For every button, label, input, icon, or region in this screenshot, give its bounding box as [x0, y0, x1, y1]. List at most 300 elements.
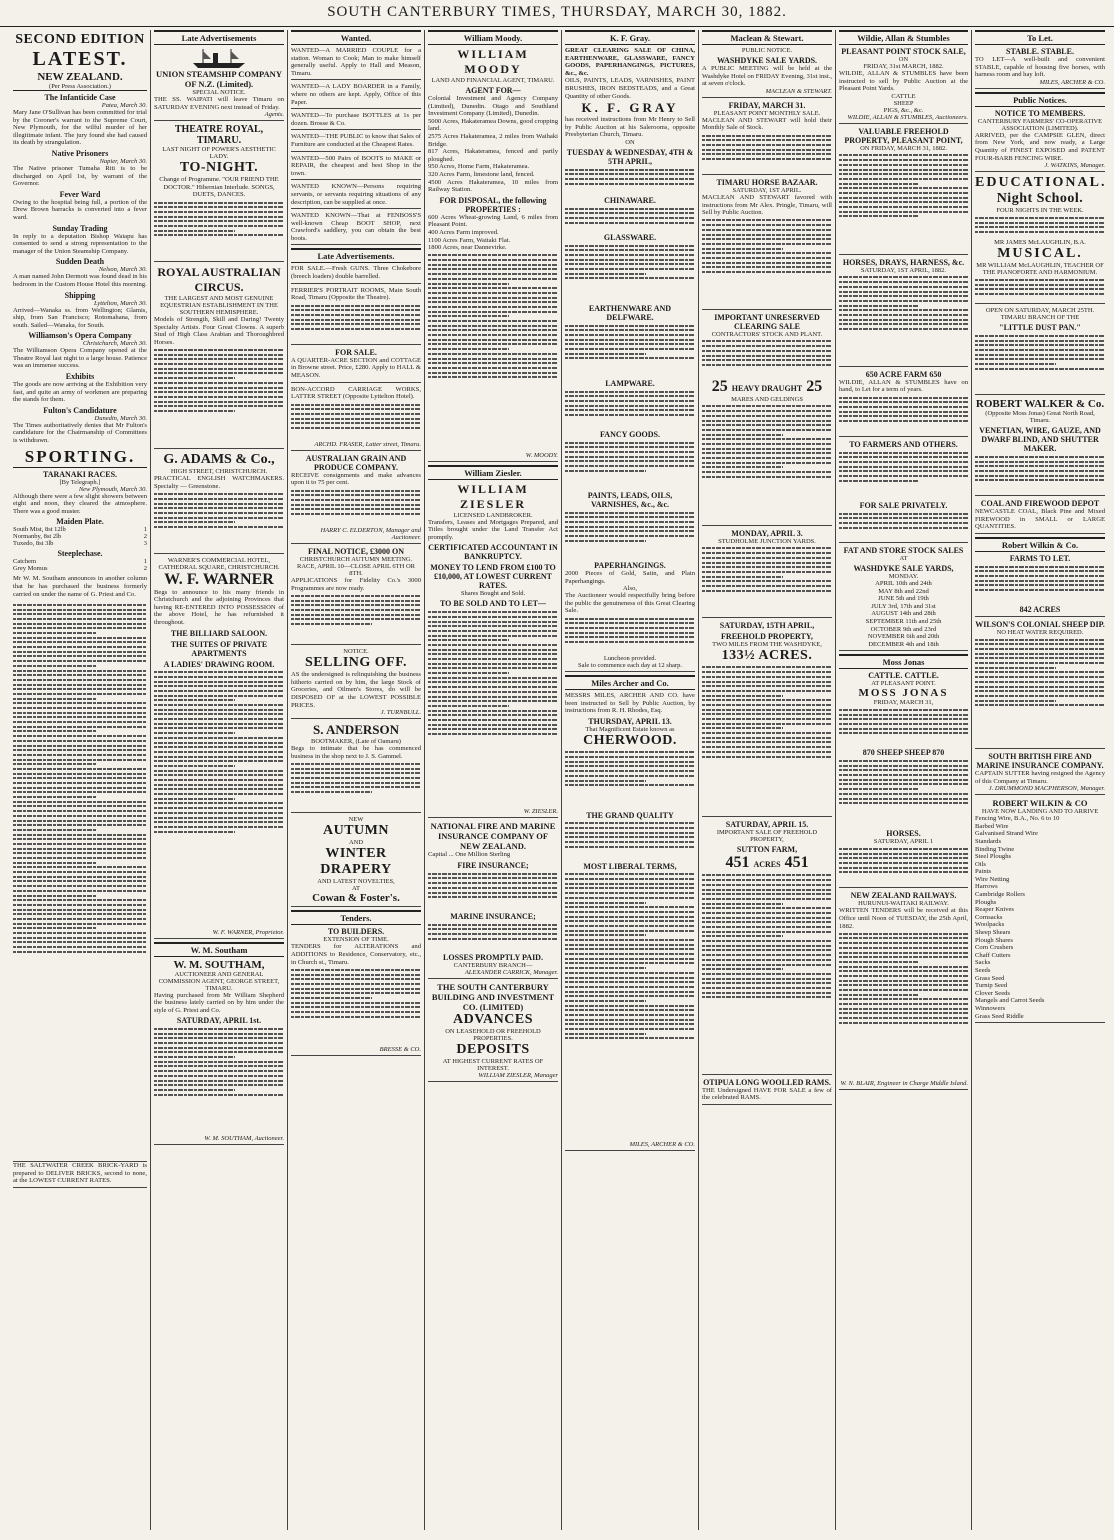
print-texture	[702, 666, 832, 668]
print-texture	[839, 206, 968, 208]
print-texture	[839, 933, 968, 935]
print-texture	[839, 966, 968, 968]
print-texture	[291, 513, 421, 515]
print-texture	[291, 404, 421, 406]
disposal-list	[428, 214, 558, 252]
print-texture	[702, 884, 832, 886]
print-texture	[839, 984, 968, 986]
print-texture	[565, 883, 695, 885]
moss-body-2	[839, 757, 968, 827]
print-texture	[428, 329, 558, 331]
maclean-header: Maclean & Stewart.	[702, 30, 832, 45]
print-texture	[565, 780, 646, 782]
farm-ad	[839, 370, 968, 437]
print-texture	[291, 604, 421, 606]
horse-bazaar-ad	[702, 178, 832, 310]
print-texture	[291, 508, 421, 510]
print-texture	[565, 400, 695, 402]
print-texture	[154, 699, 235, 701]
goods-item: Harrows	[975, 883, 998, 891]
print-texture	[565, 173, 695, 175]
print-texture	[702, 248, 783, 250]
venetian-label: VENETIAN, WIRE, GAUZE, AND DWARF BLIND, AND SHUTTER MAKER.	[979, 426, 1101, 454]
print-texture	[839, 718, 968, 720]
selling-ad	[291, 648, 421, 719]
race-horse: Catchem	[13, 558, 37, 566]
print-texture	[839, 867, 968, 869]
special-notice: SPECIAL NOTICE.	[192, 89, 246, 96]
print-texture	[565, 348, 695, 350]
print-texture	[13, 698, 96, 700]
carriage-ad	[291, 386, 421, 451]
print-texture	[13, 923, 147, 925]
mares-label: MARES AND GELDINGS	[731, 395, 803, 403]
marine-label: MARINE INSURANCE;	[450, 912, 536, 922]
fatstock-ad	[839, 546, 968, 651]
print-texture	[154, 756, 284, 758]
pps-title: PLEASANT POINT STOCK SALE,	[841, 47, 966, 56]
warner-title: W. F. WARNER	[164, 570, 274, 588]
fire-body	[428, 870, 558, 910]
tenders-header: Tenders.	[291, 910, 421, 925]
print-texture	[154, 742, 284, 744]
print-texture	[839, 980, 968, 982]
print-texture	[291, 305, 421, 307]
column-gray	[562, 30, 699, 1530]
wilkin-goods-sub: HAVE NOW LANDING AND TO ARRIVE	[981, 808, 1099, 816]
china-body	[565, 205, 695, 231]
print-texture	[565, 991, 695, 993]
race-intro: Although there were a few slight showers between eight and noon, they cleared the atmosphere. There was a good muster.	[13, 492, 147, 515]
print-texture	[702, 590, 832, 592]
print-texture	[154, 671, 284, 673]
print-texture	[839, 961, 919, 963]
print-texture	[702, 438, 832, 440]
glassware-label: GLASSWARE.	[603, 232, 657, 242]
print-texture	[13, 660, 147, 662]
print-texture	[154, 807, 284, 809]
print-texture	[428, 644, 558, 646]
moss-title: MOSS JONAS	[858, 687, 949, 700]
print-texture	[154, 774, 284, 776]
clearing-title: IMPORTANT UNRESERVED CLEARING SALE	[714, 312, 820, 331]
southam-sub: AUCTIONEER AND GENERAL COMMISSION AGENT, GEORGE STREET, TIMARU.	[158, 970, 280, 992]
goods-item: Barbed Wire	[975, 822, 1009, 830]
print-texture	[154, 770, 284, 772]
print-texture	[428, 367, 558, 369]
print-texture	[154, 1089, 235, 1091]
stable-title: STABLE. STABLE.	[1006, 47, 1074, 56]
southam-note: Mr W. M. Southam announces in another column that he has purchased the business formerly carried on under the name of G. Priest and Co.	[13, 575, 147, 598]
grand-quality: THE GRAND QUALITY	[586, 810, 674, 820]
print-texture	[565, 920, 695, 922]
print-texture	[565, 827, 695, 829]
forsale-ad	[291, 348, 421, 383]
print-texture	[839, 169, 968, 171]
disposal-title: FOR DISPOSAL, the following PROPERTIES :	[439, 195, 547, 214]
print-texture	[702, 443, 832, 445]
print-texture	[13, 679, 147, 681]
print-texture	[565, 995, 695, 997]
print-texture	[428, 376, 558, 378]
private-title: FOR SALE PRIVATELY.	[859, 500, 948, 510]
print-texture	[702, 271, 832, 273]
news-body-text	[13, 601, 147, 1161]
ferrier-body	[291, 302, 421, 342]
carrick-signature: ALEXANDER CARRICK, Manager.	[464, 969, 558, 977]
paper-text: 2000 Pieces of Gold, Satin, and Plain Paperhangings.	[565, 569, 695, 585]
print-texture	[291, 413, 421, 415]
print-texture	[702, 931, 832, 933]
building-signature: WILLIAM ZIESLER, Manager	[478, 1072, 558, 1080]
races-text: APPLICATIONS for Fidelity Co.'s 3000 Programmes are now ready.	[291, 577, 421, 592]
print-texture	[565, 470, 646, 472]
farmers-assoc: CANTERBURY FARMERS' CO-OPERATIVE ASSOCIATION (LIMITED).	[977, 117, 1103, 132]
fancy-body	[565, 439, 695, 489]
print-texture	[13, 754, 147, 756]
print-texture	[975, 690, 1105, 692]
print-texture	[154, 498, 284, 500]
educational-title: EDUCATIONAL.	[975, 175, 1107, 191]
print-texture	[428, 635, 558, 637]
canterbury-branch: CANTERBURY BRANCH—	[453, 962, 533, 970]
print-texture	[154, 737, 284, 739]
print-texture	[702, 139, 832, 141]
forsale-title: FOR SALE.	[335, 347, 377, 357]
print-texture	[291, 623, 372, 625]
print-texture	[839, 300, 968, 302]
selling-signature: J. TURNBULL.	[380, 709, 421, 717]
southam-ad	[154, 959, 284, 1146]
print-texture	[702, 732, 832, 734]
union-ad	[154, 47, 284, 121]
goods-item: Corn Crushers	[975, 944, 1014, 952]
acres-count-right: 451	[784, 853, 809, 871]
drapery-shop: Cowan & Foster's.	[312, 892, 400, 905]
goods-item: Paints	[975, 868, 992, 876]
anderson-body	[291, 760, 421, 810]
print-texture	[154, 354, 284, 356]
print-texture	[702, 723, 832, 725]
print-texture	[154, 821, 284, 823]
walker-body	[975, 453, 1105, 493]
dustpan-body	[975, 332, 1105, 392]
print-texture	[839, 397, 968, 399]
horse-bazaar-title: TIMARU HORSE BAZAAR.	[716, 177, 818, 187]
coal-ad	[975, 499, 1105, 534]
print-texture	[565, 765, 695, 767]
goods-item: Steel Ploughs	[975, 853, 1012, 861]
freehold-title: FREEHOLD PROPERTY,	[721, 631, 813, 641]
print-texture	[975, 475, 1105, 477]
tenders-body	[291, 966, 421, 1046]
miles-signature: MILES, ARCHER & CO.	[629, 1140, 695, 1148]
print-texture	[702, 889, 832, 891]
print-texture	[702, 695, 783, 697]
print-texture	[702, 690, 832, 692]
race-row	[13, 526, 147, 533]
print-texture	[702, 756, 832, 758]
pleasant-date: FRIDAY, MARCH 31.	[728, 100, 806, 110]
miles-header: Miles Archer and Co.	[565, 675, 695, 690]
anderson-sub: BOOTMAKER, (Late of Oamaru)	[311, 738, 401, 746]
gray-dates: TUESDAY & WEDNESDAY, 4TH & 5TH APRIL,	[566, 147, 694, 166]
print-texture	[839, 937, 968, 939]
print-texture	[975, 704, 1105, 706]
print-texture	[839, 998, 968, 1000]
horses-ad	[839, 258, 968, 367]
hurunui-label: HURUNUI-WAITAKI RAILWAY.	[858, 900, 949, 908]
print-texture	[839, 783, 968, 785]
print-texture	[702, 912, 832, 914]
circus-body	[154, 346, 284, 446]
tolet-header: To Let.	[975, 30, 1105, 45]
arrived-text: ARRIVED, per the CAMPSIE GLEN, direct from New York, and now ready, a Large Quantity of FINEST EXPOSED and PATENT FOUR-BARB FENCING WIRE.	[975, 131, 1105, 162]
print-texture	[154, 685, 284, 687]
goods-item: Sheep Shears	[975, 929, 1011, 937]
four-nights: FOUR NIGHTS IN THE WEEK.	[996, 207, 1084, 215]
print-texture	[565, 930, 695, 932]
print-texture	[154, 793, 284, 795]
print-texture	[839, 309, 968, 311]
studholme-date: MONDAY, APRIL 3.	[731, 528, 803, 538]
drapery-autumn: AUTUMN	[323, 823, 389, 839]
print-texture	[428, 882, 558, 884]
theatre-sub: LAST NIGHT OF POWER'S AESTHETIC LADY.	[162, 146, 276, 161]
print-texture	[702, 547, 832, 549]
print-texture	[154, 695, 284, 697]
print-texture	[702, 699, 832, 701]
print-texture	[565, 911, 695, 913]
print-texture	[839, 952, 968, 954]
print-texture	[565, 887, 695, 889]
contractors-label: CONTRACTORS' STOCK AND PLANT.	[711, 330, 823, 338]
count-left: 25	[711, 377, 728, 395]
print-texture	[291, 969, 421, 971]
print-texture	[565, 273, 646, 275]
print-texture	[702, 243, 832, 245]
print-texture	[702, 257, 832, 259]
fire-label: FIRE INSURANCE;	[457, 861, 529, 871]
cattle-label: CATTLE	[891, 92, 916, 100]
race-row	[13, 565, 147, 572]
fancy-label: FANCY GOODS.	[600, 429, 660, 439]
final-notice: FINAL NOTICE, £3000 ON	[307, 547, 404, 556]
sheep-dip-title: WILSON'S COLONIAL SHEEP DIP.	[975, 619, 1105, 629]
grain-body	[291, 487, 421, 527]
south-british-title: SOUTH BRITISH FIRE AND MARINE INSURANCE COMPANY.	[976, 751, 1104, 770]
print-texture	[154, 377, 235, 379]
sheep-label: SHEEP	[893, 99, 914, 107]
print-texture	[565, 756, 695, 758]
print-texture	[154, 704, 284, 706]
print-texture	[154, 1070, 284, 1072]
no-heat-label: NO HEAT WATER REQUIRED.	[996, 628, 1084, 636]
print-texture	[702, 713, 832, 715]
print-texture	[565, 249, 695, 251]
print-texture	[565, 784, 695, 786]
print-texture	[428, 306, 558, 308]
print-texture	[428, 938, 558, 940]
print-texture	[13, 791, 147, 793]
print-texture	[154, 1094, 284, 1096]
print-texture	[154, 760, 284, 762]
print-texture	[154, 784, 284, 786]
steamship-icon	[189, 47, 249, 69]
two-miles: TWO MILES FROM THE WASHDYKE,	[712, 640, 822, 648]
print-texture	[154, 202, 284, 204]
print-texture	[565, 770, 695, 772]
print-texture	[428, 630, 558, 632]
print-texture	[839, 215, 919, 217]
print-texture	[839, 848, 968, 850]
print-texture	[975, 470, 1105, 472]
print-texture	[291, 1011, 421, 1013]
macpherson-signature: J. DRUMMOND MACPHERSON, Manager.	[988, 785, 1105, 793]
print-texture	[839, 291, 968, 293]
grain-ad	[291, 454, 421, 544]
print-texture	[565, 1023, 695, 1025]
stable-signature: MILES, ARCHER & CO.	[1039, 78, 1105, 86]
dustpan-title: "LITTLE DUST PAN."	[999, 323, 1081, 333]
print-texture	[702, 945, 832, 947]
print-texture	[291, 1006, 421, 1008]
print-texture	[13, 726, 147, 728]
theatre-title: THEATRE ROYAL, TIMARU.	[174, 124, 264, 147]
bazaar-label: TIMARU BRANCH OF THE	[1000, 314, 1080, 322]
musical-body	[975, 276, 1105, 301]
print-texture	[702, 898, 832, 900]
print-texture	[839, 942, 968, 944]
print-texture	[154, 363, 284, 365]
print-texture	[428, 287, 558, 289]
print-texture	[702, 355, 832, 357]
print-texture	[975, 686, 1105, 688]
news-item-place: Christchurch, March 30.	[82, 340, 147, 348]
print-texture	[428, 292, 558, 294]
print-texture	[839, 197, 968, 199]
goods-item: Grass Seed Riddle	[975, 1012, 1024, 1020]
wanted-ad: WANTED KNOWN—Persons requiring servants, or servants requiring situations of any description, can be supplied at once.	[291, 183, 421, 209]
building-ad	[428, 982, 558, 1082]
print-texture	[565, 245, 695, 247]
otipua-text: THE Undersigned HAVE FOR SALE a few of the celebrated RAMS.	[702, 1086, 832, 1102]
shares-label: Shares Bought and Sold.	[460, 590, 526, 598]
drapery-winter: WINTER	[325, 846, 387, 862]
print-texture	[428, 924, 558, 926]
print-texture	[428, 372, 558, 374]
earthenware-body	[565, 322, 695, 377]
ziesler-text: Transfers, Leases and Mortgages Prepared, and Titles brought under the Land Transfer Act promptly.	[428, 518, 558, 541]
print-texture	[839, 522, 968, 524]
print-texture	[839, 1017, 968, 1019]
circus-title: ROYAL AUSTRALIAN CIRCUS.	[157, 264, 281, 294]
print-texture	[702, 987, 832, 989]
print-texture	[565, 832, 695, 834]
print-texture	[702, 685, 832, 687]
print-texture	[13, 604, 147, 606]
print-texture	[702, 949, 832, 951]
print-texture	[565, 775, 695, 777]
print-texture	[428, 681, 558, 683]
print-texture	[565, 641, 695, 643]
print-texture	[702, 234, 832, 236]
print-texture	[565, 169, 695, 171]
print-texture	[702, 266, 832, 268]
otipua-title: OTIPUA LONG WOOLLED RAMS.	[703, 1077, 831, 1087]
print-texture	[428, 710, 558, 712]
news-item-text: In reply to a deputation Bishop Waiapu has consented to send a strong representation to the manager of the Union Steamship Company.	[13, 232, 147, 255]
print-texture	[839, 192, 968, 194]
race-horse: South Mist, 8st 12lb	[13, 526, 66, 534]
print-texture	[565, 1005, 695, 1007]
news-item-title: Fulton's Candidature	[43, 405, 117, 415]
print-texture	[291, 309, 421, 311]
print-texture	[839, 802, 968, 804]
sutton-acres	[702, 854, 832, 872]
wanted-list	[291, 47, 421, 245]
print-texture	[702, 903, 783, 905]
mclaughlin-teacher: MR WILLIAM McLAUGHLIN, TEACHER OF THE PIANOFORTE AND HARMONIUM.	[976, 262, 1104, 277]
maiden-title: Maiden Plate.	[56, 517, 104, 527]
print-texture	[839, 765, 968, 767]
gray-body-1	[565, 166, 695, 194]
print-texture	[428, 268, 558, 270]
print-texture	[702, 940, 832, 942]
gray-close: The Auctioneer would respectfully bring before the public the genuineness of this Great Clearing Sale.	[565, 592, 695, 615]
print-texture	[291, 614, 421, 616]
extension-label: EXTENSION OF TIME.	[323, 936, 389, 944]
print-texture	[839, 723, 968, 725]
print-texture	[291, 1002, 421, 1004]
ziesler-sub: LICENSED LANDBROKER.	[453, 511, 533, 519]
print-texture	[565, 953, 695, 955]
print-texture	[839, 994, 919, 996]
farms-title: FARMS TO LET.	[1009, 553, 1071, 563]
print-texture	[702, 429, 832, 431]
farmers-body	[839, 449, 968, 499]
selling-text: AS the undersigned is relinquishing the business hitherto carried on by him, the large Stock of Groceries, and Oilmen's Stores, do will be DISPOSED OF at the LOWEST POSSIBLE PRICES.	[291, 671, 421, 709]
races-close: RACE, APRIL 10—CLOSE APRIL 6TH OR 8TH.	[297, 563, 415, 577]
print-texture	[702, 907, 832, 909]
paints-body	[565, 509, 695, 559]
moss-date: FRIDAY, MARCH 31,	[873, 699, 934, 707]
heavy-draught	[702, 378, 832, 396]
print-texture	[13, 609, 147, 611]
print-texture	[702, 552, 832, 554]
print-texture	[291, 494, 421, 496]
print-texture	[291, 988, 421, 990]
print-texture	[975, 584, 1105, 586]
drapery-and: AND	[348, 839, 364, 847]
print-texture	[13, 618, 147, 620]
print-texture	[975, 293, 1105, 295]
print-texture	[13, 810, 147, 812]
pleasant-title: PLEASANT POINT MONTHLY SALE.	[713, 109, 821, 117]
late-ads-header-2: Late Advertisements.	[291, 248, 421, 263]
news-item-text: Owing to the hospital being full, a portion of the Drew Brown barracks is converted into a fever ward.	[13, 198, 147, 221]
edition-banner	[13, 32, 147, 91]
money-to-lend: MONEY TO LEND FROM £100 TO £10,000, AT LOWEST CURRENT RATES.	[430, 563, 556, 591]
print-texture	[839, 728, 968, 730]
print-texture	[839, 517, 968, 519]
region-label: NEW ZEALAND.	[37, 71, 123, 83]
print-texture	[154, 391, 284, 393]
moody-body	[428, 252, 558, 452]
print-texture	[839, 947, 968, 949]
news-item-title: Fever Ward	[59, 189, 101, 199]
print-texture	[702, 262, 832, 264]
